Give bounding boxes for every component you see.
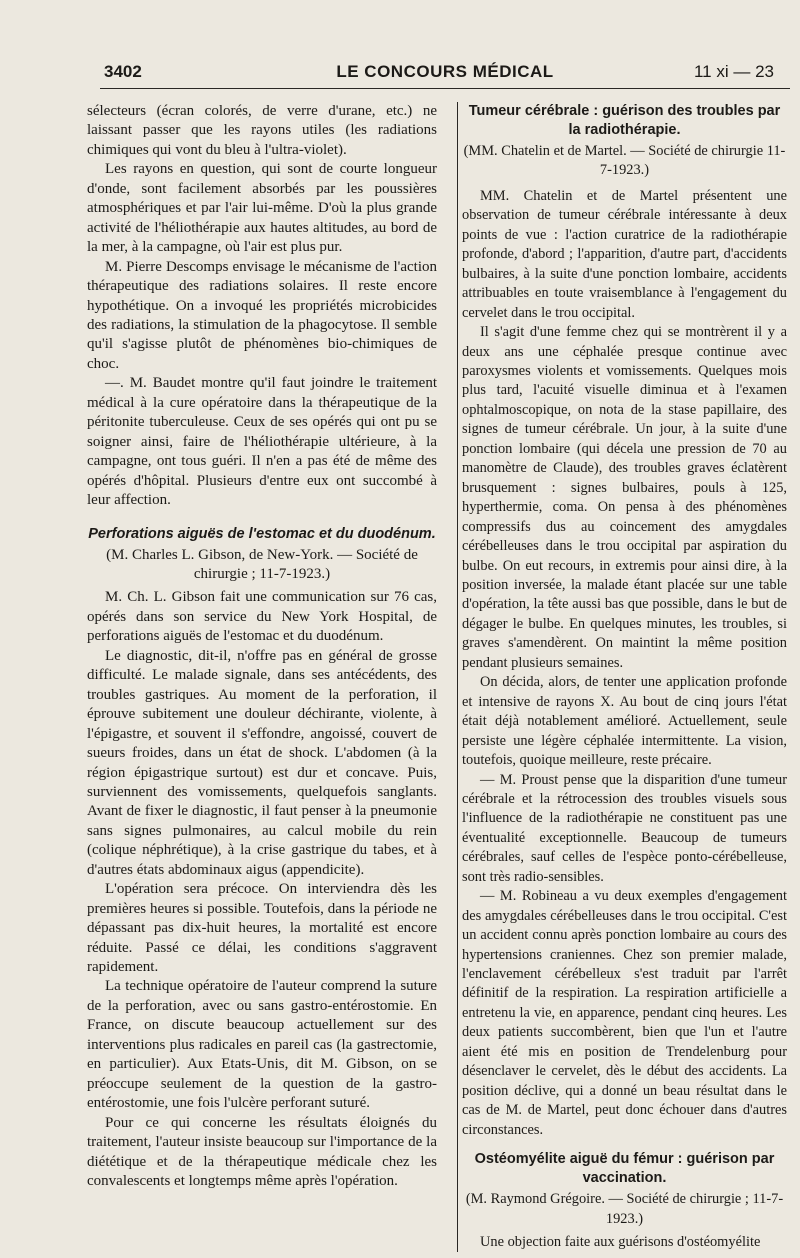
page-number: 3402 [104, 62, 142, 81]
paragraph: — M. Proust pense que la disparition d'une tumeur cérébrale et la rétrocession des troubles visuels sous l'influence de la radiothérapie ne constituent pas une éventualité exceptionnelle. Beaucoup de tumeurs cérébrales, sauf celles de l'espèce ponto-cérébelleuse, sont très radio-sensibles. [462, 771, 787, 885]
paragraph: Le diagnostic, dit-il, n'offre pas en général de grosse difficulté. Le malade signale, dans ses antécédents, des troubles gastriques. Au moment de la perforation, il éprouve subitement une douleur déchirante, violente, à l'épigastre, et souvent il s'effondre, angoissé, couvert de sueurs froides, dans un état de shock. L'abdomen (à la région épigastrique surtout) est dur et concave. Puis, surviennent des vomissements, quelquefois sanglants. Avant de fixer le diagnostic, il faut penser à la pneumonie sans signes pulmonaires, au calcul mobile du rein (colique néphrétique), à la crise gastrique du tabes, et à d'autres états abdominaux aigus (appendicite). [87, 647, 437, 878]
paragraph: L'opération sera précoce. On interviendra dès les premières heures si possible. Toutefois, dans la période ne dépassant pas dix-huit heures, la mortalité est encore réduite. Passé ce délai, les conditions s'aggravent rapidement. [87, 881, 437, 976]
paragraph: M. Pierre Descomps envisage le mécanisme de l'action thérapeutique des radiations solaires. Il reste encore hypothétique. On a invoqué les propriétés microbicides des radiations, la stimulation de la phagocytose. Il semble qu'il s'agisse plutôt de phénomènes bio-chimiques de choc. [87, 258, 437, 372]
paragraph: Une objection faite aux guérisons d'ostéomyélite [480, 1234, 761, 1251]
paragraph: On décida, alors, de tenter une application profonde et intensive de rayons X. Au bout de cinq jours l'état était déjà notablement amélioré. Actuellement, seule persiste une légère céphalée intermittente. La vision, toutefois, quoique meilleure, reste précaire. [462, 674, 787, 769]
paragraph: Pour ce qui concerne les résultats éloignés du traitement, l'auteur insiste beaucoup sur l'importance de la diététique et de la thérapeutique médicale chez les convalescents et longtemps même après l'opération. [87, 1114, 437, 1190]
left-column [87, 102, 437, 1191]
journal-title: LE CONCOURS MÉDICAL [336, 62, 554, 81]
paragraph: MM. Chatelin et de Martel présentent une observation de tumeur cérébrale intéressante à deux points de vue : l'action curatrice de la radiothérapie profonde, d'abord ; l'apparition, d'autre part, d'accidents bulbaires, à la suite d'une ponction lombaire, accidents attribuables en toute vraisemblance à l'engagement du cervelet dans le trou occipital. [462, 187, 787, 321]
paragraph: M. Ch. L. Gibson fait une communication sur 76 cas, opérés dans son service du New York Hospital, de perforations aiguës de l'estomac et du duodénum. [87, 589, 437, 645]
section-citation: (MM. Chatelin et de Martel. — Société de chirurgie 11-7-1923.) [463, 143, 786, 179]
paragraph: —. M. Baudet montre qu'il faut joindre le traitement médical à la cure opératoire dans la thérapeutique de la péritonite tuberculeuse. Ceux de ses opérés qui ont pu se soigner ainsi, faire de l'héliothérapie ultérieure, à la campagne, ont tous guéri. Il n'en a pas été de même des opérés d'hôpital. Plusieurs d'entre eux ont succombé à leur affection. [87, 375, 437, 509]
paragraph: Les rayons en question, qui sont de courte longueur d'onde, sont facilement absorbés par les poussières atmosphériques et par l'air lui-même. D'où la plus grande activité de l'héliothérapie aux hautes altitudes, au bord de la mer, à la campagne, où l'air est plus pur. [87, 161, 437, 256]
section-heading-osteomyelite: Ostéomyélite aiguë du fémur : guérison par vaccination. [474, 1151, 775, 1187]
section-heading-tumeur: Tumeur cérébrale : guérison des troubles par la radiothérapie. [468, 103, 781, 138]
right-column [457, 102, 787, 1252]
paragraph: Il s'agit d'une femme chez qui se montrèrent il y a deux ans une céphalée presque continue avec paroxysmes violents et vomissements. Quelques mois plus tard, l'acuité visuelle diminua et à l'examen ophtalmoscopique, on nota de la stase papillaire, des signes de tumeur cérébrale. Un jour, à la suite d'une ponction lombaire (qui décela une pression de 70 au manomètre de Claude), des troubles graves éclatèrent brusquement : signes bulbaires, pouls à 125, hyperthermie, coma. On pensa à des phénomènes compressifs dus au coincement des amygdales cérébelleuses dans le trou occipital par aspiration du bulbe. On eut recours, in extremis pour ainsi dire, à la position inversée, la malade étant placée sur une table d'opération, la tête aussi bas que possible, dans le but de dégager le bulbe. En quelques minutes, les troubles, si graves s'amendèrent. On maintint la même position pendant plusieurs semaines. [462, 324, 787, 671]
section-heading-perforations: Perforations aiguës de l'estomac et du duodénum. [88, 525, 436, 542]
paragraph: — M. Robineau a vu deux exemples d'engagement des amygdales cérébelleuses dans le trou occipital. C'est un accident connu après ponction lombaire au cours des hypertensions craniennes. Chez son premier malade, l'enclavement cérébelleux s'est traduit par l'arrêt définitif de la respiration. La respiration artificielle a entretenu la vie, en apparence, pendant cinq heures. Les deux patients succombèrent, bien que l'un et l'autre aient été mis en position de Trendelenburg pour désenclaver le cervelet, dès le début des accidents. La position déclive, qui a donné un beau résultat dans le cas de M. de Martel, peut donc échouer dans d'autres circonstances. [462, 888, 787, 1138]
section-citation: (M. Charles L. Gibson, de New-York. — Société de chirurgie ; 11-7-1923.) [106, 546, 418, 582]
page-header [100, 60, 790, 89]
paragraph: La technique opératoire de l'auteur comprend la suture de la perforation, avec ou sans gastro-entérostomie. En France, on discute beaucoup actuellement sur des interventions plus radicales en pareil cas (la gastrectomie, en particulier). Aux Etats-Unis, dit M. Gibson, on se préoccupe seulement de la question de la gastro-entérostomie, une fois l'ulcère perforant suturé. [87, 978, 437, 1112]
paragraph: sélecteurs (écran colorés, de verre d'urane, etc.) ne laissant passer que les rayons utiles (les radiations chimiques qui vont du bleu à l'ultra-violet). [87, 103, 437, 158]
section-citation: (M. Raymond Grégoire. — Société de chirurgie ; 11-7-1923.) [465, 1191, 784, 1227]
issue-date: 11 xi — 23 [693, 62, 774, 81]
